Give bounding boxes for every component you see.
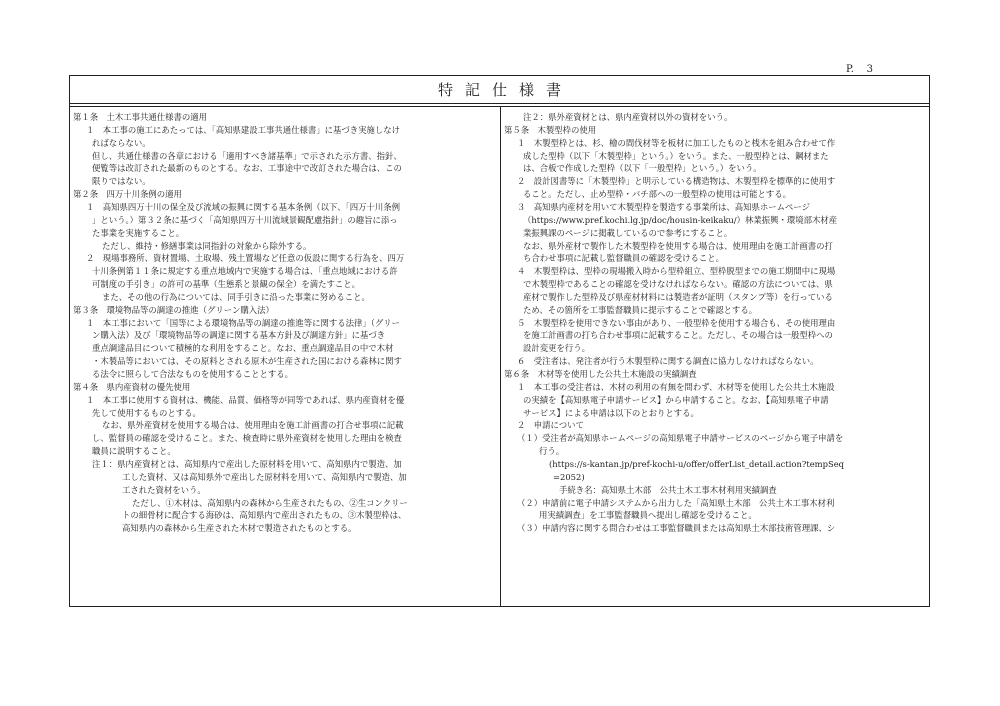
text-line: た事業を実施すること。: [92, 227, 185, 238]
text-line: （１）受注者が高知県ホームページの高知県電子申請サービスのページから電子申請を: [517, 433, 844, 444]
text-line: 工された資材をいう。: [122, 484, 206, 495]
text-line: ５ 木製型枠を使用できない事由があり、一般型枠を使用する場合も、その使用理由: [517, 317, 836, 328]
text-line: ２ 現場事務所、資材置場、土取場、残土置場など任意の仮設に関する行為を、四万: [86, 253, 405, 264]
text-line: １ 本工事の施工にあたっては、「高知県建設工事共通仕様書」に基づき実施しなけ: [86, 124, 401, 135]
text-line: サービス】による申請は以下のとおりとする。: [523, 407, 699, 418]
text-line: 職員に説明すること。: [92, 446, 176, 457]
page-title: 特記仕様書: [437, 81, 573, 99]
text-line: の実績を【高知県電子申請サービス】から申請すること。なお、【高知県電子申請: [523, 394, 829, 405]
text-line: 設計変更を行う。: [523, 343, 590, 354]
text-line: ６ 受注者は、発注者が行う木製型枠に関する調査に協力しなければならない。: [517, 356, 819, 367]
text-line: で木製型枠であることの確認を受けなければならない。確認の方法については、県: [523, 279, 833, 290]
text-line: ち合わせ事項に記載し監督職員の確認を受けること。: [523, 253, 724, 264]
text-line: （２）申請前に電子申請システムから出力した「高知県土木部 公共土木工事木材利: [517, 497, 835, 508]
text-line: １ 本工事において「国等による環境物品等の調達の推進等に関する法律」（グリー: [86, 317, 401, 328]
text-line: 高知県内の森林から生産された木材で製造されたものとする。: [122, 523, 357, 534]
text-line: 成した型枠（以下「木製型枠」という。）をいう。また、一般型枠とは、鋼材また: [523, 150, 829, 161]
text-line: 行う。: [539, 446, 565, 457]
text-line: し、監督員の確認を受けること。また、検査時に県外産資材を使用した理由を検査: [92, 433, 402, 444]
text-line: る法令に照らして合法なものを使用することとする。: [92, 369, 293, 379]
text-line: 産材で製作した型枠及び県産材材料には製造者が証明（スタンプ等）を行っている: [523, 291, 833, 302]
left-column: [70, 107, 500, 606]
text-line: （３）申請内容に関する問合わせは工事監督職員または高知県土木部技術管理課、シ: [517, 523, 836, 534]
text-line: トの細骨材に配合する海砂は、高知県内で産出されたもの、③木製型枠は、: [122, 510, 407, 521]
text-line: 第６条 木材等を使用した公共土木施設の実績調査: [504, 369, 697, 379]
text-line: 第５条 木製型枠の使用: [504, 124, 597, 135]
text-line: 業振興課のページに掲載しているので参考にすること。: [523, 227, 733, 238]
text-line: 第４条 県内産資材の優先使用: [73, 381, 191, 392]
text-line: 先して使用するものとする。: [92, 407, 201, 418]
text-line: 但し、共通仕様書の各章における「適用すべき諸基準」で示された示方書、指針、: [92, 150, 402, 161]
text-line: 重点調達品目について積極的な利用をすること。なお、重点調達品目の中で木材: [92, 343, 394, 354]
title-bar: [70, 76, 929, 104]
text-line: ただし、①木材は、高知県内の森林から生産されたもの、②生コンクリー: [132, 497, 408, 508]
text-line: ２ 設計図書等に「木製型枠」と明示している構造物は、木製型枠を標準的に使用す: [517, 176, 836, 187]
text-line: ン購入法）及び「環境物品等の調達に関する基本方針及び調達方針」に基づき: [92, 330, 386, 341]
text-line: 限りではない。: [92, 176, 151, 187]
text-line: 」という。）第３２条に基づく「高知県四万十川流域景観配慮指針」の趣旨に添っ: [92, 214, 398, 225]
text-line: ４ 木製型枠は、型枠の現場搬入時から型枠組立、型枠脱型までの施工期間中に現場: [517, 266, 836, 277]
text-line: を施工計画書の打ち合わせ事項に記載すること。ただし、その場合は一般型枠への: [523, 330, 833, 341]
text-line: は、合板で作成した型枠（以下「一般型枠」という。）をいう。: [523, 163, 762, 174]
text-line: 十川条例第１１条に規定する重点地域内で実施する場合は、「重点地域における許: [92, 266, 398, 277]
text-line: 第２条 四万十川条例の適用: [73, 189, 182, 200]
specification-frame: [69, 75, 930, 607]
text-line: １ 木製型枠とは、杉、檜の間伐材等を板材に加工したものと桟木を組み合わせて作: [517, 137, 836, 148]
text-line: １ 本工事に使用する資材は、機能、品質、価格等が同等であれば、県内産資材を優: [86, 394, 405, 405]
text-line: ため、その箇所を工事監督職員に提示することで確認とする。: [523, 304, 758, 315]
text-line: １ 本工事の受注者は、木材の利用の有無を問わず、木材等を使用した公共土木施設: [517, 381, 835, 392]
text-line: ３ 高知県内産材を用いて木製型枠を製造する事業所は、高知県ホームページ: [517, 201, 810, 212]
text-line: （https://www.pref.kochi.lg.jp/doc/housin-keikaku/）林業振興・環境部木材産: [523, 214, 838, 225]
right-column: [501, 107, 931, 606]
text-line: ２ 申請について: [517, 420, 584, 431]
text-line: １ 高知県四万十川の保全及び流域の振興に関する基本条例（以下、「四万十川条例: [86, 201, 401, 212]
text-line: 工した資材、又は高知県外で産出した原材料を用いて、高知県内で製造、加: [122, 471, 407, 482]
text-line: 第１条 土木工事共通仕様書の適用: [73, 112, 207, 122]
text-line: 用実績調査」を工事監督職員へ提出し確認を受けること。: [539, 510, 757, 521]
text-line: 第３条 環境物品等の調達の推進（グリーン購入法）: [73, 304, 274, 315]
text-line: 可制度の手引き」の許可の基準（生態系と景観の保全）を満たすこと。: [92, 279, 360, 290]
text-line: 注１：県内産資材とは、高知県内で産出した原材料を用いて、高知県内で製造、加: [92, 458, 402, 469]
text-line: また、その他の行為については、同手引きに沿った事業に努めること。: [102, 291, 370, 302]
text-line: 手続き名：高知県土木部 公共土木工事木材利用実績調査: [559, 484, 777, 495]
text-line: なお、県外産資材を使用する場合は、使用理由を施工計画書の打合せ事項に記載: [102, 420, 404, 431]
text-line: 便覧等は改訂された最新のものとする。なお、工事途中で改訂された場合は、この: [92, 163, 402, 174]
text-line: なお、県外産材で製作した木製型枠を使用する場合は、使用理由を施工計画書の打: [523, 240, 833, 251]
text-line: =2052): [553, 471, 585, 482]
text-line: 注２：県外産資材とは、県内産資材以外の資材をいう。: [523, 112, 733, 122]
text-line: ればならない。: [92, 137, 151, 148]
text-line: ・木製品等においては、その原料とされる原木が生産された国における森林に関す: [92, 356, 402, 367]
text-line: ること。ただし、止め型枠・バチ部への一般型枠の使用は可能とする。: [523, 189, 791, 200]
text-line: ただし、維持・修繕事業は同指針の対象から除外する。: [102, 240, 312, 251]
text-line: (https://s-kantan.jp/pref-kochi-u/offer/offerList_detail.action?tempSeq: [549, 458, 845, 469]
page-number: P. 3: [846, 64, 873, 75]
